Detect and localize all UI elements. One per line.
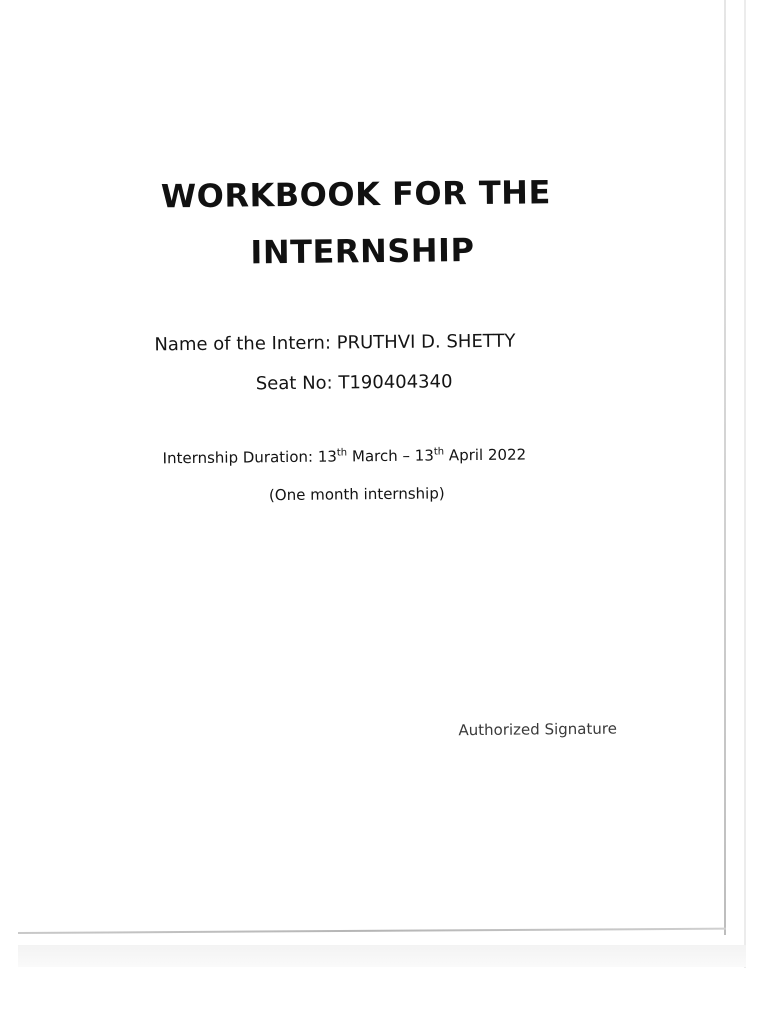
seat-number-line bbox=[256, 371, 453, 394]
duration-end-month-year: April 2022 bbox=[448, 445, 527, 465]
intern-name-label: Name of the Intern: bbox=[154, 332, 332, 356]
intern-name-value: PRUTHVI D. SHETTY bbox=[336, 330, 516, 354]
seat-number-label: Seat No: bbox=[255, 372, 333, 395]
duration-start-day: 13 bbox=[317, 447, 337, 466]
document-title-line-1: WORKBOOK FOR THE bbox=[160, 173, 552, 216]
duration-start-month: March bbox=[351, 446, 398, 466]
intern-name-line bbox=[154, 331, 515, 356]
internship-duration-line bbox=[163, 446, 527, 468]
document-title-line-2: INTERNSHIP bbox=[250, 231, 475, 272]
duration-end-suffix: th bbox=[433, 446, 445, 458]
duration-note: (One month internship) bbox=[268, 484, 445, 505]
duration-label: Internship Duration: bbox=[162, 447, 314, 468]
authorized-signature-label: Authorized Signature bbox=[458, 719, 617, 740]
duration-end-day: 13 bbox=[414, 446, 434, 465]
seat-number-value: T190404340 bbox=[338, 371, 453, 394]
duration-separator: – bbox=[402, 446, 411, 465]
duration-start-suffix: th bbox=[336, 447, 348, 459]
